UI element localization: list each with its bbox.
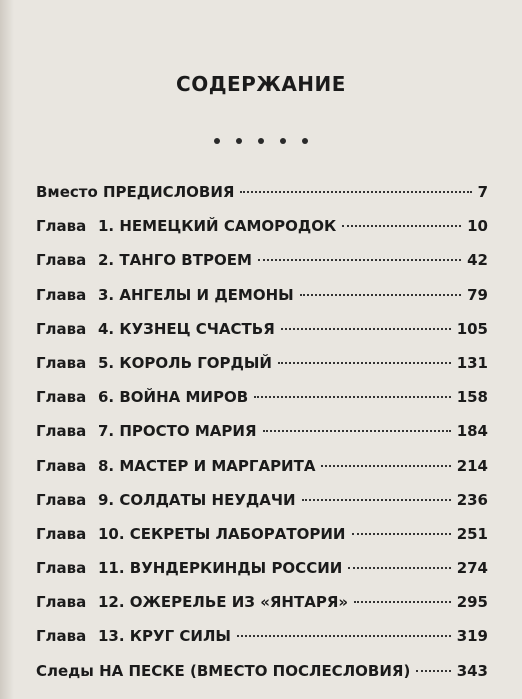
- toc-entry-prefix: Глава: [36, 353, 87, 372]
- toc-entry-prefix: Глава: [36, 524, 87, 543]
- toc-entry-page: 214: [456, 456, 488, 475]
- toc-entry-title: 9. СОЛДАТЫ НЕУДАЧИ: [98, 490, 296, 509]
- toc-entry: [36, 593, 488, 627]
- toc-entry-prefix: Глава: [36, 422, 87, 441]
- dot-leader: [321, 465, 450, 467]
- ornament-dots: [0, 138, 522, 144]
- toc-entry: [36, 662, 488, 696]
- toc-entry-title: 6. ВОЙНА МИРОВ: [98, 388, 249, 407]
- toc-entry: [36, 217, 488, 251]
- toc-entry-page: 295: [456, 593, 488, 612]
- ornament-dot: [236, 138, 242, 144]
- toc-entry-title: 4. КУЗНЕЦ СЧАСТЬЯ: [98, 319, 275, 338]
- toc-entry-title: 8. МАСТЕР И МАРГАРИТА: [98, 456, 316, 475]
- toc-entry-page: 42: [467, 251, 488, 270]
- toc-entry: [36, 525, 488, 559]
- page-binding-shadow: [0, 0, 14, 699]
- toc-entry-title: Следы НА ПЕСКЕ (ВМЕСТО ПОСЛЕСЛОВИЯ): [36, 661, 411, 680]
- toc-entry-title: 11. ВУНДЕРКИНДЫ РОССИИ: [98, 559, 343, 578]
- dot-leader: [354, 601, 451, 603]
- toc-entry-page: 236: [456, 490, 488, 509]
- toc-entry-page: 274: [456, 559, 488, 578]
- toc-entry-page: 158: [456, 388, 488, 407]
- toc-entry-page: 131: [456, 353, 488, 372]
- ornament-dot: [258, 138, 264, 144]
- toc-entry-page: 343: [456, 661, 488, 680]
- dot-leader: [352, 533, 451, 535]
- toc-entry: [36, 627, 488, 661]
- toc-entry-page: 319: [456, 627, 488, 646]
- dot-leader: [302, 499, 451, 501]
- toc-entry-page: 79: [467, 285, 488, 304]
- toc-entry-prefix: Глава: [36, 490, 87, 509]
- toc-entry-prefix: Глава: [36, 559, 87, 578]
- dot-leader: [281, 328, 451, 330]
- toc-entry-page: 7: [477, 183, 488, 201]
- table-of-contents: [36, 183, 488, 696]
- toc-entry-prefix: Глава: [36, 627, 87, 646]
- toc-entry: [36, 286, 488, 320]
- toc-entry: [36, 183, 488, 217]
- toc-entry: [36, 491, 488, 525]
- dot-leader: [300, 294, 461, 296]
- toc-entry: [36, 251, 488, 285]
- dot-leader: [348, 567, 450, 569]
- toc-entry-page: 184: [456, 422, 488, 441]
- toc-entry-prefix: Глава: [36, 456, 87, 475]
- toc-entry-prefix: Глава: [36, 319, 87, 338]
- toc-entry-title: 3. АНГЕЛЫ И ДЕМОНЫ: [98, 285, 294, 304]
- ornament-dot: [302, 138, 308, 144]
- dot-leader: [263, 430, 451, 432]
- page-title: СОДЕРЖАНИЕ: [176, 72, 346, 96]
- toc-entry-page: 105: [456, 319, 488, 338]
- toc-entry-title: 13. КРУГ СИЛЫ: [98, 627, 231, 646]
- toc-entry-page: 251: [456, 524, 488, 543]
- ornament-dot: [280, 138, 286, 144]
- ornament-dot: [214, 138, 220, 144]
- dot-leader: [258, 259, 461, 261]
- toc-entry-prefix: Глава: [36, 593, 87, 612]
- dot-leader: [342, 225, 461, 227]
- toc-entry-title: 2. ТАНГО ВТРОЕМ: [98, 251, 252, 270]
- toc-entry-prefix: Глава: [36, 251, 87, 270]
- toc-entry-title: 7. ПРОСТО МАРИЯ: [98, 422, 257, 441]
- toc-entry: [36, 354, 488, 388]
- toc-entry-prefix: Глава: [36, 285, 87, 304]
- toc-entry-prefix: Глава: [36, 388, 87, 407]
- dot-leader: [278, 362, 451, 364]
- dot-leader: [416, 670, 450, 672]
- toc-entry-title: 10. СЕКРЕТЫ ЛАБОРАТОРИИ: [98, 524, 346, 543]
- dot-leader: [254, 396, 451, 398]
- toc-entry-title: 1. НЕМЕЦКИЙ САМОРОДОК: [98, 217, 337, 236]
- toc-entry-page: 10: [467, 217, 488, 236]
- toc-entry: [36, 422, 488, 456]
- toc-entry-title: Вместо ПРЕДИСЛОВИЯ: [36, 183, 235, 201]
- dot-leader: [240, 191, 471, 193]
- toc-entry: [36, 388, 488, 422]
- toc-entry-title: 12. ОЖЕРЕЛЬЕ ИЗ «ЯНТАРЯ»: [98, 593, 349, 612]
- dot-leader: [237, 635, 451, 637]
- toc-entry-title: 5. КОРОЛЬ ГОРДЫЙ: [98, 353, 272, 372]
- toc-entry: [36, 457, 488, 491]
- toc-entry: [36, 559, 488, 593]
- toc-entry: [36, 320, 488, 354]
- toc-entry-prefix: Глава: [36, 217, 87, 236]
